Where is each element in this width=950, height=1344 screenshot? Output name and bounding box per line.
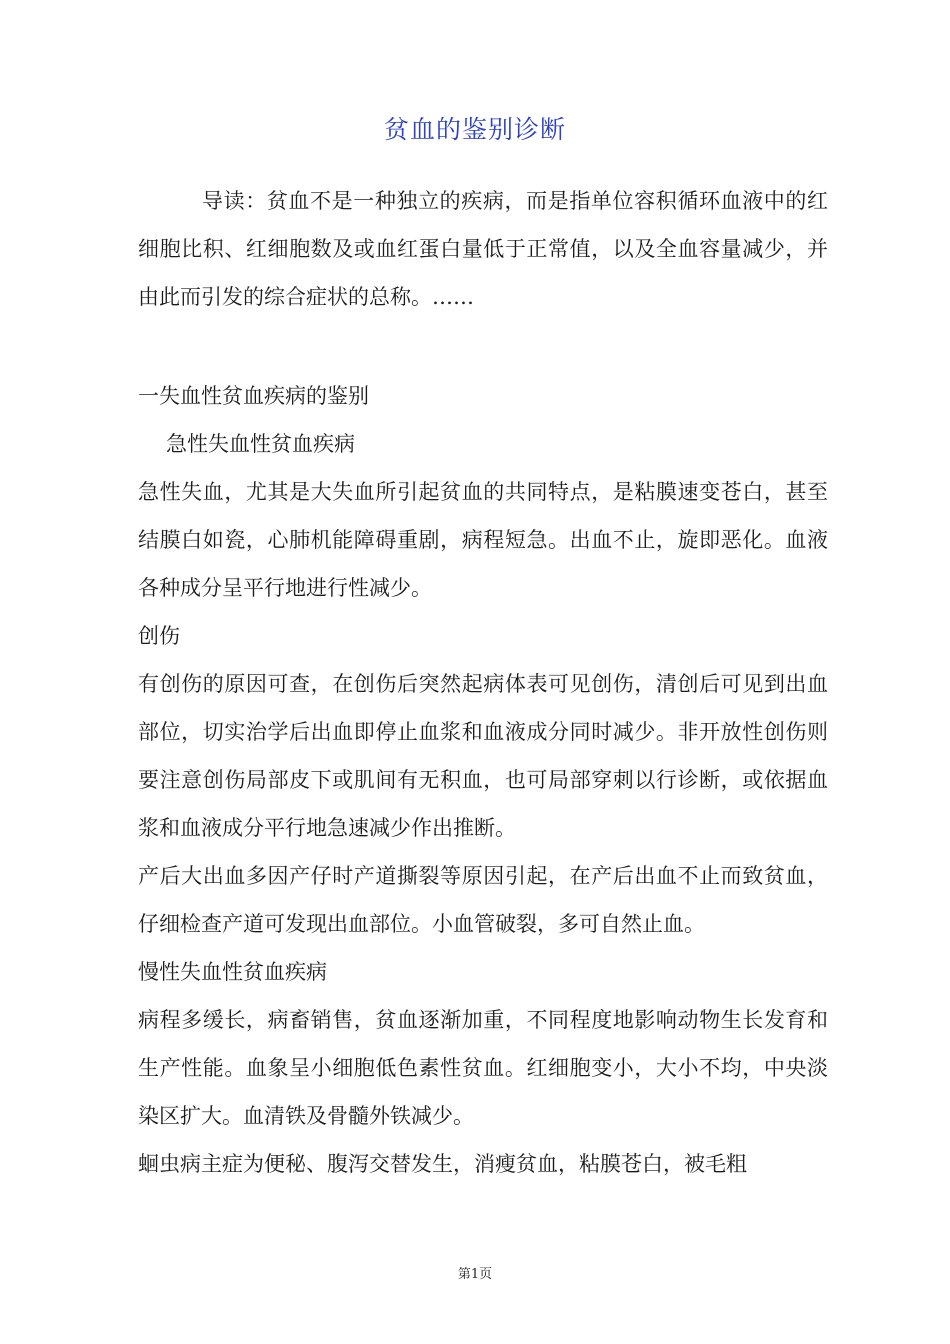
intro-block — [138, 177, 828, 321]
section-heading: 一失血性贫血疾病的鉴别 — [138, 384, 369, 408]
intro-paragraph: 导读：贫血不是一种独立的疾病，而是指单位容积循环血液中的红细胞比积、红细胞数及或血红蛋白量低于正常值，以及全血容量减少，并由此而引发的综合症状的总称。…… — [138, 189, 828, 309]
paragraph-trauma: 有创伤的原因可查，在创伤后突然起病体表可见创伤，清创后可见到出血部位，切实治学后出血即停止血浆和血液成分同时减少。非开放性创伤则要注意创伤局部皮下或肌间有无积血，也可局部穿刺以行诊断，或依据血浆和血液成分平行地急速减少作出推断。 — [138, 672, 828, 840]
document-title: 贫血的鉴别诊断 — [383, 115, 566, 144]
paragraph-chronic: 病程多缓长，病畜销售，贫血逐渐加重，不同程度地影响动物生长发育和生产性能。血象呈小细胞低色素性贫血。红细胞变小，大小不均，中央淡染区扩大。血清铁及骨髓外铁减少。 — [138, 1008, 828, 1128]
subsection-heading-acute: 急性失血性贫血疾病 — [166, 432, 355, 456]
main-content — [138, 372, 828, 1188]
paragraph-roundworm: 蛔虫病主症为便秘、腹泻交替发生，消瘦贫血，粘膜苍白，被毛粗 — [138, 1152, 747, 1176]
paragraph-postpartum: 产后大出血多因产仔时产道撕裂等原因引起，在产后出血不止而致贫血，仔细检查产道可发现出血部位。小血管破裂，多可自然止血。 — [138, 864, 828, 936]
heading-trauma: 创伤 — [138, 624, 180, 648]
subsection-heading-chronic: 慢性失血性贫血疾病 — [138, 960, 327, 984]
paragraph-acute: 急性失血，尤其是大失血所引起贫血的共同特点，是粘膜速变苍白，甚至结膜白如瓷，心肺机能障碍重剧，病程短急。出血不止，旋即恶化。血液各种成分呈平行地进行性减少。 — [138, 480, 828, 600]
page-number: 第1页 — [457, 1267, 493, 1282]
